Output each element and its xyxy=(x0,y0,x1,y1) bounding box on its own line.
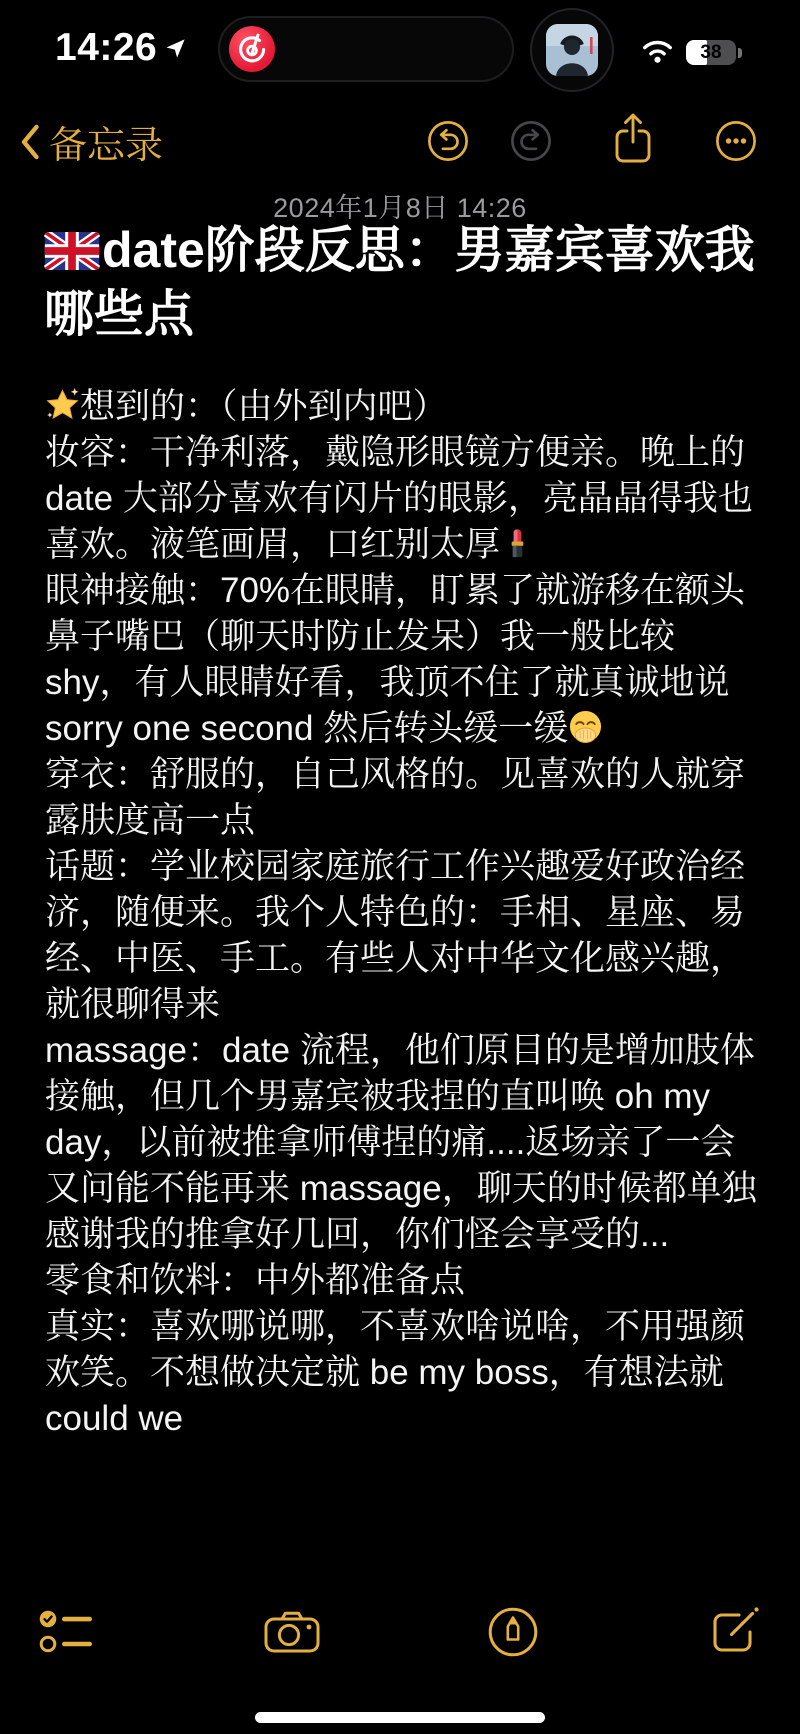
camera-button[interactable] xyxy=(263,1609,321,1655)
markup-pen-button[interactable] xyxy=(487,1606,539,1658)
note-paragraph: massage：date 流程，他们原目的是增加肢体接触，但几个男嘉宾被我捏的直叫唤 oh my day，以前被推拿师傅捏的痛....返场亲了一会又问能不能再来 massage，聊天的时候都单独感谢我的推拿好几回，你们怪会享受的... xyxy=(45,1031,757,1254)
battery-percent: 38 xyxy=(700,41,722,63)
note-paragraph: 想到的：（由外到内吧） xyxy=(45,384,762,430)
back-button[interactable] xyxy=(20,114,163,169)
note-paragraph: 话题：学业校园家庭旅行工作兴趣爱好政治经济，随便来。我个人特色的：手相、星座、易经、中医、手工。有些人对中华文化感兴趣，就很聊得来 xyxy=(45,847,746,1024)
status-time xyxy=(55,26,187,70)
clock-text: 14:26 xyxy=(55,26,158,69)
battery-icon xyxy=(686,40,736,65)
battery-nub xyxy=(738,48,742,58)
netease-music-glyph xyxy=(229,26,275,72)
uk-flag-emoji xyxy=(44,232,100,270)
compose-button[interactable] xyxy=(706,1604,762,1660)
note-paragraph: 穿衣：舒服的，自己风格的。见喜欢的人就穿露肤度高一点 xyxy=(45,755,746,840)
music-app-icon[interactable] xyxy=(229,26,275,72)
more-options-button[interactable] xyxy=(714,119,758,163)
undo-button[interactable] xyxy=(426,119,470,163)
location-arrow-icon xyxy=(164,37,187,60)
note-paragraph: 零食和饮料：中外都准备点 xyxy=(45,1261,466,1300)
pip-video-ring[interactable] xyxy=(530,8,614,92)
note-paragraph: 妆容：干净利落，戴隐形眼镜方便亲。晚上的 date 大部分喜欢有闪片的眼影，亮晶晶得我也喜欢。液笔画眉，口红别太厚 xyxy=(45,433,755,564)
checklist-button[interactable] xyxy=(38,1607,96,1657)
share-button[interactable] xyxy=(610,110,656,166)
wifi-icon xyxy=(640,38,675,64)
chevron-left-icon xyxy=(20,124,40,160)
home-indicator[interactable] xyxy=(255,1712,545,1723)
hand-over-mouth-emoji xyxy=(568,709,603,744)
lipstick-emoji xyxy=(500,525,535,560)
dynamic-island[interactable] xyxy=(218,16,514,82)
bottom-toolbar xyxy=(0,1598,800,1666)
note-paragraph: 真实：喜欢哪说哪，不喜欢啥说啥，不用强颜欢笑。不想做决定就 be my boss，有想法就 could we xyxy=(45,1307,746,1438)
redo-button[interactable] xyxy=(509,119,553,163)
pip-video-thumbnail[interactable] xyxy=(546,24,598,76)
back-label: 备忘录 xyxy=(49,125,164,167)
pip-album-art xyxy=(546,24,598,76)
note-date: 2024年1月8日 14:26 xyxy=(273,193,527,223)
note-paragraph: 眼神接触：70%在眼睛，盯累了就游移在额头鼻子嘴巴（聊天时防止发呆）我一般比较 shy，有人眼睛好看，我顶不住了就真诚地说 sorry one second 然后转头缓一缓 xyxy=(45,571,746,748)
note-title[interactable]: date阶段反思：男嘉宾喜欢我哪些点 xyxy=(44,222,755,342)
note-body[interactable] xyxy=(45,384,762,1442)
glowing-star-emoji xyxy=(45,387,80,422)
